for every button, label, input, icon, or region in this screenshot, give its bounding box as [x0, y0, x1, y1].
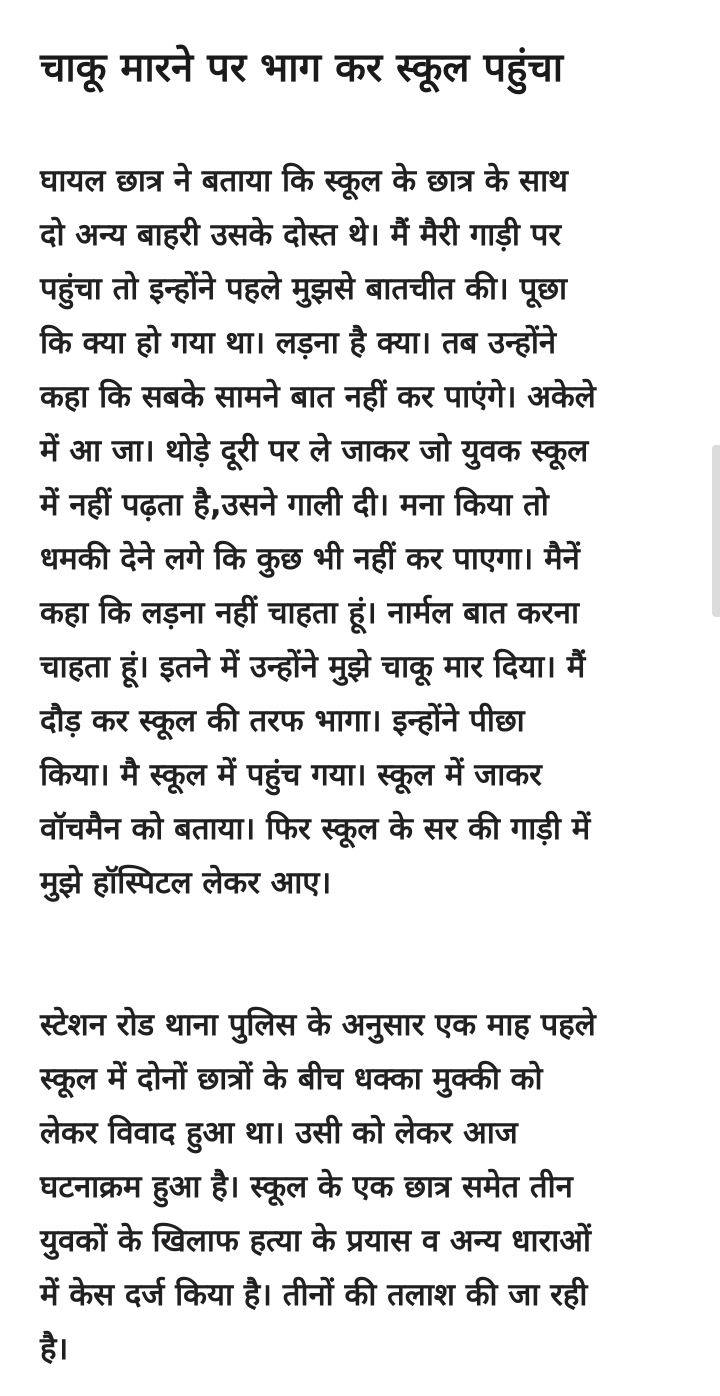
paragraph-line: दौड़ कर स्कूल की तरफ भागा। इन्होंने पीछा [40, 703, 525, 739]
paragraph-line: लेकर विवाद हुआ था। उसी को लेकर आज [40, 1115, 518, 1151]
paragraph-line: घायल छात्र ने बताया कि स्कूल के छात्र के साथ [40, 163, 568, 199]
paragraph-line: है। [40, 1331, 69, 1367]
paragraph-line: कि क्या हो गया था। लड़ना है क्या। तब उन्होंने [40, 325, 557, 361]
paragraph-line: किया। मै स्कूल में पहुंच गया। स्कूल में जाकर [40, 757, 542, 793]
paragraph-line: दो अन्य बाहरी उसके दोस्त थे। मैं मैरी गाड़ी पर [40, 217, 562, 253]
paragraph-line: स्टेशन रोड थाना पुलिस के अनुसार एक माह पहले [40, 1007, 596, 1043]
paragraph-line: कहा कि लड़ना नहीं चाहता हूं। नार्मल बात करना [40, 595, 580, 631]
paragraph-line: युवकों के खिलाफ हत्या के प्रयास व अन्य धाराओं [40, 1223, 591, 1259]
article-headline: चाकू मारने पर भाग कर स्कूल पहुंचा [40, 45, 564, 91]
paragraph-line: वॉचमैन को बताया। फिर स्कूल के सर की गाड़ी में [40, 811, 591, 847]
paragraph-line: मुझे हॉस्पिटल लेकर आए। [40, 865, 332, 901]
paragraph-line: पहुंचा तो इन्होंने पहले मुझसे बातचीत की। पूछा [40, 271, 567, 307]
scrollbar-thumb[interactable] [712, 445, 720, 617]
paragraph-line: घटनाक्रम हुआ है। स्कूल के एक छात्र समेत तीन [40, 1169, 573, 1205]
paragraph-line: में नहीं पढ़ता है,उसने गाली दी। मना किया तो [40, 487, 549, 523]
paragraph-line: में केस दर्ज किया है। तीनों की तलाश की जा रही [40, 1277, 588, 1313]
paragraph-line: धमकी देने लगे कि कुछ भी नहीं कर पाएगा। मैनें [40, 541, 580, 577]
paragraph-line: कहा कि सबके सामने बात नहीं कर पाएंगे। अकेले [40, 379, 596, 415]
article [40, 40, 680, 1367]
article-paragraph-2 [40, 998, 596, 1376]
paragraph-line: स्कूल में दोनों छात्रों के बीच धक्का मुक्की को [40, 1061, 543, 1097]
paragraph-line: चाहता हूं। इतने में उन्होंने मुझे चाकू मार दिया। मैं [40, 649, 586, 685]
paragraph-line: में आ जा। थोड़े दूरी पर ले जाकर जो युवक स्कूल [40, 433, 589, 469]
article-paragraph-1 [40, 154, 596, 910]
